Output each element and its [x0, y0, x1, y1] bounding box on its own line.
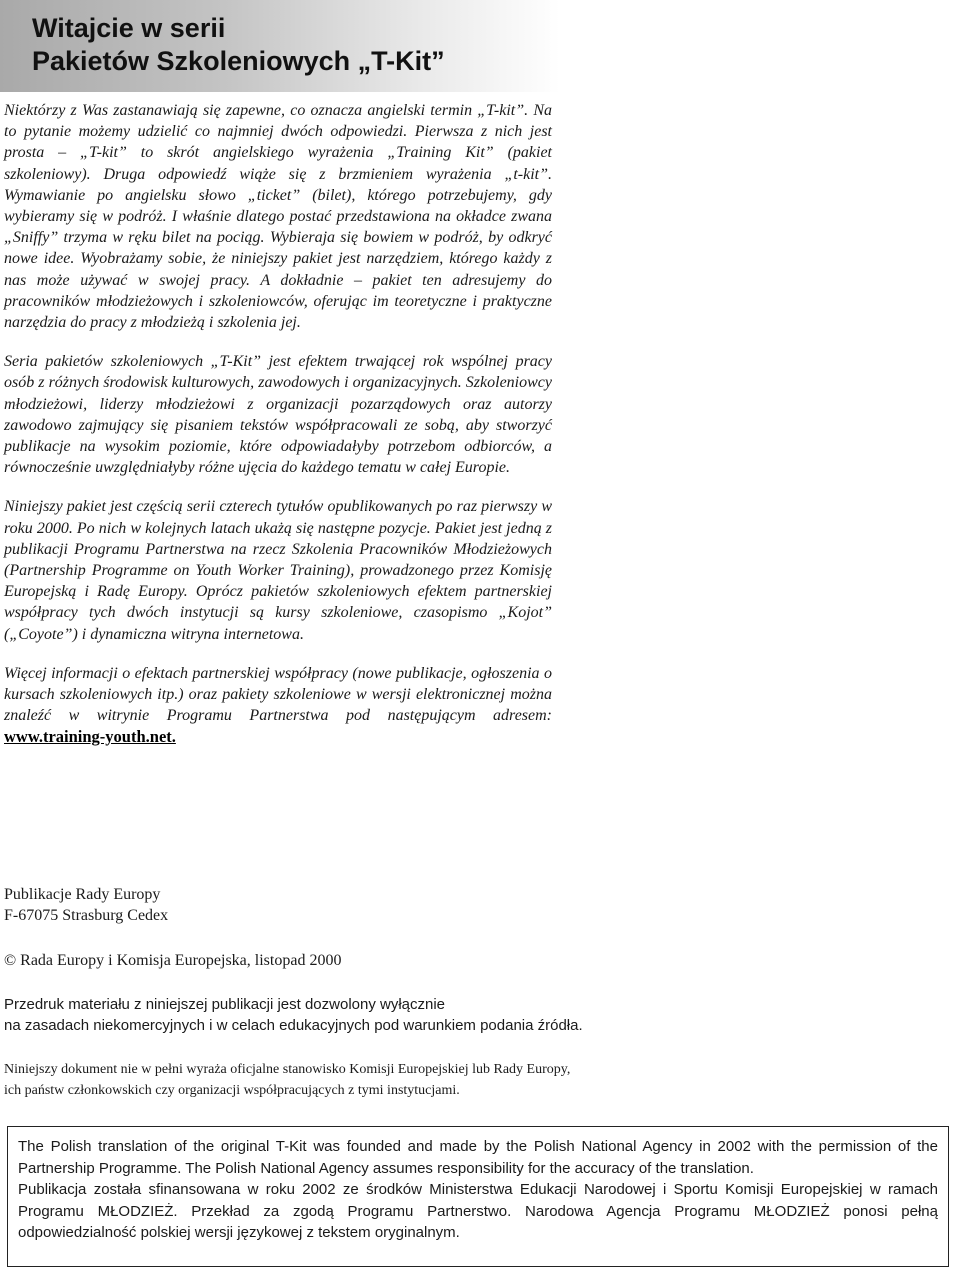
publisher-address	[4, 884, 168, 926]
disclaimer-notice	[4, 1059, 570, 1101]
reprint-line-1: Przedruk materiału z niniejszej publikacji jest dozwolony wyłącznie	[4, 996, 446, 1013]
reprint-notice	[4, 994, 583, 1036]
page-title	[32, 12, 445, 78]
translation-notice-english: The Polish translation of the original T-Kit was founded and made by the Polish National Agency in 2002 with the permission of the Partnership Programme. The Polish National Agency assumes responsibility for the accuracy of the translation.	[18, 1138, 938, 1177]
more-info-text: Więcej informacji o efektach partnerskiej współpracy (nowe publikacje, ogłoszenia o kursach szkoleniowych itp.) oraz pakiety szkoleniowe w wersji elektronicznej można znaleźć w witrynie Programu Partnerstwa pod następującym adresem:	[4, 664, 552, 725]
intro-paragraph-more-info	[4, 663, 552, 749]
reprint-line-2: na zasadach niekomercyjnych i w celach edukacyjnych pod warunkiem podania źródła.	[4, 1017, 583, 1034]
intro-paragraph-partnership: Niniejszy pakiet jest częścią serii czterech tytułów opublikowanych po raz pierwszy w roku 2000. Po nich w kolejnych latach ukażą się następne pozycje. Pakiet jest jedną z publikacji Programu Partnerstwa na rzecz Szkolenia Pracowników Młodzieżowych (Partnership Programme on Youth Worker Training), prowadzonego przez Komisję Europejską i Radę Europy. Oprócz pakietów szkoleniowych efektem partnerskiej współpracy tych dwóch instytucji są kursy szkoleniowe, czasopismo „Kojot” („Coyote”) i dynamiczna witryna internetowa.	[4, 498, 552, 643]
page-title-line-2: Pakietów Szkoleniowych „T-Kit”	[32, 46, 445, 76]
page-title-line-1: Witajcie w serii	[32, 13, 226, 43]
website-link[interactable]: www.training-youth.net.	[4, 727, 176, 747]
intro-section	[4, 100, 552, 749]
copyright-notice: © Rada Europy i Komisja Europejska, listopad 2000	[4, 952, 342, 969]
intro-paragraph-series: Seria pakietów szkoleniowych „T-Kit” jest efektem trwającej rok wspólnej pracy osób z różnych środowisk kulturowych, zawodowych i organizacyjnych. Szkoleniowcy młodzieżowi, liderzy młodzieżowi z organizacji pozarządowych oraz autorzy zawodowo zajmujący się pisaniem tekstów współpracowali ze sobą, aby stworzyć publikacje na wysokim poziomie, które odpowiadałyby potrzebom odbiorców, a równocześnie uwzględniałyby różne ujęcia do każdego tematu w całej Europie.	[4, 353, 552, 477]
translation-notice-box	[7, 1126, 949, 1267]
disclaimer-line-2: ich państw członkowskich czy organizacji współpracujących z tymi instytucjami.	[4, 1083, 460, 1098]
translation-notice-polish: Publikacja została sfinansowana w roku 2002 ze środków Ministerstwa Edukacji Narodowej i Sportu Komisji Europejskiej w ramach Programu MŁODZIEŻ. Przekład za zgodą Programu Partnerstwo. Narodowa Agencja Programu MŁODZIEŻ ponosi pełną odpowiedzialność polskiej wersji językowej z tekstem oryginalnym.	[18, 1181, 938, 1242]
disclaimer-line-1: Niniejszy dokument nie w pełni wyraża oficjalne stanowisko Komisji Europejskiej lub Rady Europy,	[4, 1062, 571, 1077]
publisher-name: Publikacje Rady Europy	[4, 886, 161, 903]
publisher-city: F-67075 Strasburg Cedex	[4, 907, 169, 924]
intro-paragraph-tkit-meaning: Niektórzy z Was zastanawiają się zapewne, co oznacza angielski termin „T-kit”. Na to pytanie możemy udzielić co najmniej dwóch odpowiedzi. Pierwsza z nich jest prosta – „T-kit” to skrót angielskiego wyrażenia „Training Kit” (pakiet szkoleniowy). Druga odpowiedź wiąże się z brzmieniem wyrażenia „t-kit”. Wymawianie po angielsku słowo „ticket” (bilet), którego potrzebujemy, gdy wybieramy się w podróż. I właśnie dlatego postać przedstawiona na okładce zwana „Sniffy” trzyma w ręku bilet na pociąg. Wybieraja się bowiem w podróż, by odkryć nowe idee. Wyobrażamy sobie, że niniejszy pakiet jest narzędziem, którego każdy z nas może używać w swojej pracy. A dokładnie – pakiet ten adresujemy do pracowników młodzieżowych i szkoleniowców, oferując im teoretyczne i praktyczne narzędzia do pracy z młodzieżą i szkolenia jej.	[4, 102, 552, 332]
